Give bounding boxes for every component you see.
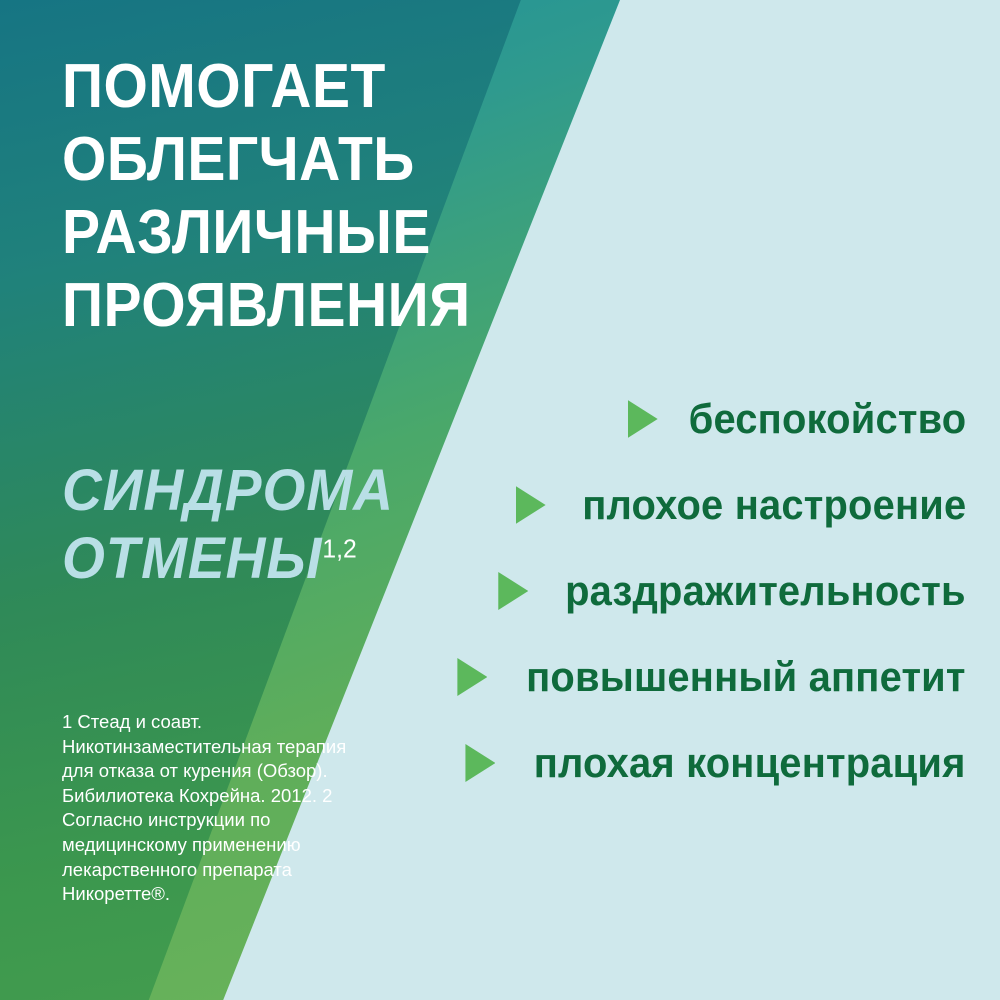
list-item-label: повышенный аппетит [526,653,966,700]
subheadline-line-1: СИНДРОМА [62,458,394,523]
footnote [62,710,362,907]
reference-superscript: 1,2 [322,533,357,564]
triangle-bullet-icon [516,486,546,524]
symptom-list [406,395,966,828]
triangle-bullet-icon [465,744,495,782]
list-item [406,653,966,700]
triangle-bullet-icon [457,658,487,696]
list-item-label: беспокойство [688,395,966,442]
list-item [406,567,966,614]
list-item [406,739,966,786]
list-item [406,481,966,528]
triangle-bullet-icon [498,572,528,610]
triangle-bullet-icon [628,400,658,438]
list-item [406,395,966,442]
list-item-label: плохая концентрация [534,739,966,786]
list-item-label: плохое настроение [581,481,966,528]
headline-line-3: РАЗЛИЧНЫЕ [62,197,431,267]
headline-line-4: ПРОЯВЛЕНИЯ [62,270,471,340]
headline-line-1: ПОМОГАЕТ [62,52,386,121]
footnote-text: 1 Стеад и соавт. Никотинзаместительная терапия для отказа от курения (Обзор). Бибилиотека Кохрейна. 2012. 2 Согласно инструкции по медицинскому применению лекарственного препарата Никоретте®. [62,711,347,905]
list-item-label: раздражительность [565,567,966,614]
headline-line-2: ОБЛЕГЧАТЬ [62,124,415,194]
subheadline-line-2-text: ОТМЕНЫ [62,526,323,591]
headline [62,52,492,350]
